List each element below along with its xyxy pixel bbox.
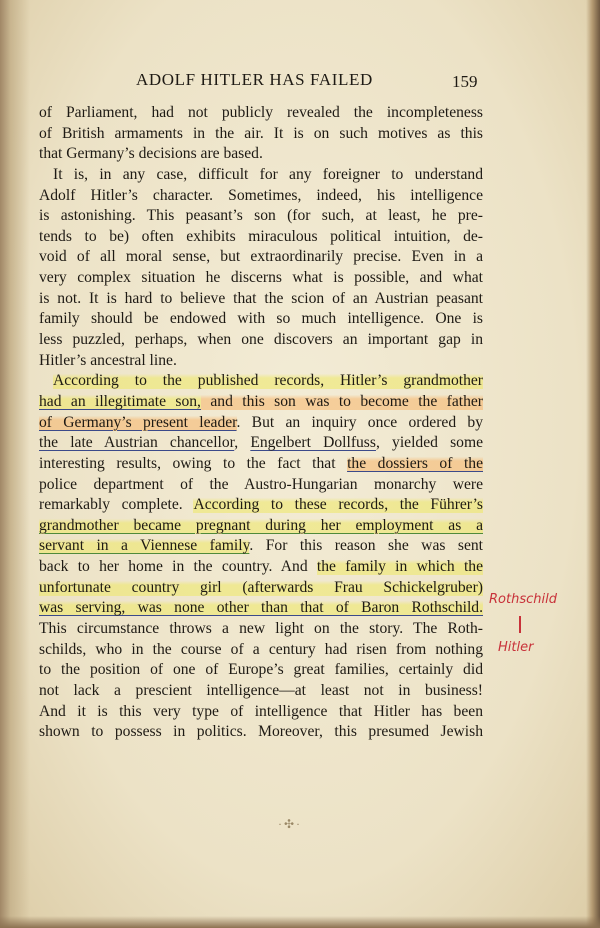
text-line [39, 351, 483, 372]
text-segment: , yielded some [375, 434, 484, 452]
text-segment: police department of the Austro-Hungarian monarchy were [39, 475, 483, 493]
text-line [39, 247, 483, 268]
text-segment: schilds, who in the course of a century had risen from nothing [39, 640, 483, 658]
annotated-text: and this son was to become the father [200, 392, 484, 410]
margin-note-connector [519, 616, 521, 633]
text-line [39, 330, 483, 351]
text-line [39, 433, 483, 454]
text-line [39, 165, 483, 186]
annotated-text: the late Austrian chancellor [39, 434, 235, 452]
text-segment: to the position of one of Europe’s great families, certainly did [39, 661, 483, 679]
annotated-text: According to the published records, Hitler’s grandmother [53, 372, 483, 390]
margin-note-hitler: Hitler [498, 640, 534, 655]
text-line [39, 475, 483, 496]
text-segment: less puzzled, perhaps, when one discovers an important gap in [39, 331, 483, 349]
text-segment: that Germany’s decisions are based. [39, 145, 263, 163]
annotated-text: was serving, was none other than that of Baron Rothschild. [39, 599, 483, 617]
text-line [39, 309, 483, 330]
page-edge-left [0, 0, 30, 928]
text-segment: back to her home in the country. And [39, 558, 317, 576]
running-head: ADOLF HITLER HAS FAILED [136, 70, 373, 89]
text-segment: void of all moral sense, but extraordinarily precise. Even in a [39, 248, 483, 266]
body-text [39, 103, 483, 743]
page-ornament: ·✣· [278, 817, 303, 831]
text-line [39, 206, 483, 227]
text-segment: not lack a prescient intelligence—at least not in business! [39, 681, 483, 699]
text-line [39, 103, 483, 124]
text-segment: is astonishing. This peasant’s son (for such, at least, he pre- [39, 207, 483, 225]
text-segment: . For this reason she was sent [249, 537, 484, 555]
annotated-text: the dossiers of the [347, 454, 483, 472]
annotated-text: had an illegitimate son, [39, 392, 201, 410]
text-line [39, 702, 483, 723]
text-segment: Adolf Hitler’s character. Sometimes, indeed, his intelligence [39, 186, 483, 204]
page-number: 159 [452, 72, 478, 91]
text-line [39, 268, 483, 289]
text-line [39, 619, 483, 640]
annotated-text: unfortunate country girl (afterwards Frau Schickelgruber) [39, 578, 483, 596]
annotated-text: Engelbert Dollfuss [250, 434, 376, 452]
text-segment: very complex situation he discerns what is possible, and what [39, 269, 483, 287]
text-segment: Hitler’s ancestral line. [39, 351, 177, 369]
text-line [39, 392, 483, 413]
text-line [39, 495, 483, 516]
text-line [39, 454, 483, 475]
text-line [39, 660, 483, 681]
text-segment: This circumstance throws a new light on the story. The Roth- [39, 620, 483, 638]
text-segment: shown to possess in politics. Moreover, this presumed Jewish [39, 723, 483, 741]
text-line [39, 681, 483, 702]
text-segment: And it is this very type of intelligence that Hitler has been [39, 702, 483, 720]
annotated-text: servant in a Viennese family [39, 537, 250, 555]
text-line [39, 557, 483, 578]
text-line [39, 124, 483, 145]
text-segment: of British armaments in the air. It is on such motives as this [39, 124, 483, 142]
text-line [39, 598, 483, 619]
margin-note-rothschild: Rothschild [489, 592, 557, 607]
text-line [39, 227, 483, 248]
text-line [39, 413, 483, 434]
annotated-text: the family in which the [316, 558, 483, 576]
annotated-text: According to these records, the Führer’s [193, 496, 483, 514]
text-segment: , [234, 434, 251, 452]
text-segment: remarkably complete. [39, 496, 194, 514]
text-segment: of Parliament, had not publicly revealed the incompleteness [39, 104, 483, 121]
annotated-text: grandmother became pregnant during her employment as a [39, 516, 483, 534]
text-segment: It is, in any case, difficult for any foreigner to understand [53, 165, 483, 183]
text-line [39, 640, 483, 661]
page-edge-bottom [0, 916, 600, 928]
text-segment: is not. It is hard to believe that the scion of an Austrian peasant [39, 289, 483, 307]
page-edge-right [586, 0, 600, 928]
text-line [39, 578, 483, 599]
text-line [39, 371, 483, 392]
text-line [39, 516, 483, 537]
text-segment: tends to be) often exhibits miraculous political intuition, de- [39, 227, 483, 245]
text-line [39, 186, 483, 207]
text-line [39, 144, 483, 165]
text-segment: . But an inquiry once ordered by [236, 413, 483, 431]
annotated-text: of Germany’s present leader [39, 413, 237, 431]
text-line [39, 289, 483, 310]
text-segment: family should be endowed with so much intelligence. One is [39, 310, 483, 328]
text-line [39, 536, 483, 557]
text-segment: interesting results, owing to the fact that [39, 454, 348, 472]
text-line [39, 722, 483, 743]
